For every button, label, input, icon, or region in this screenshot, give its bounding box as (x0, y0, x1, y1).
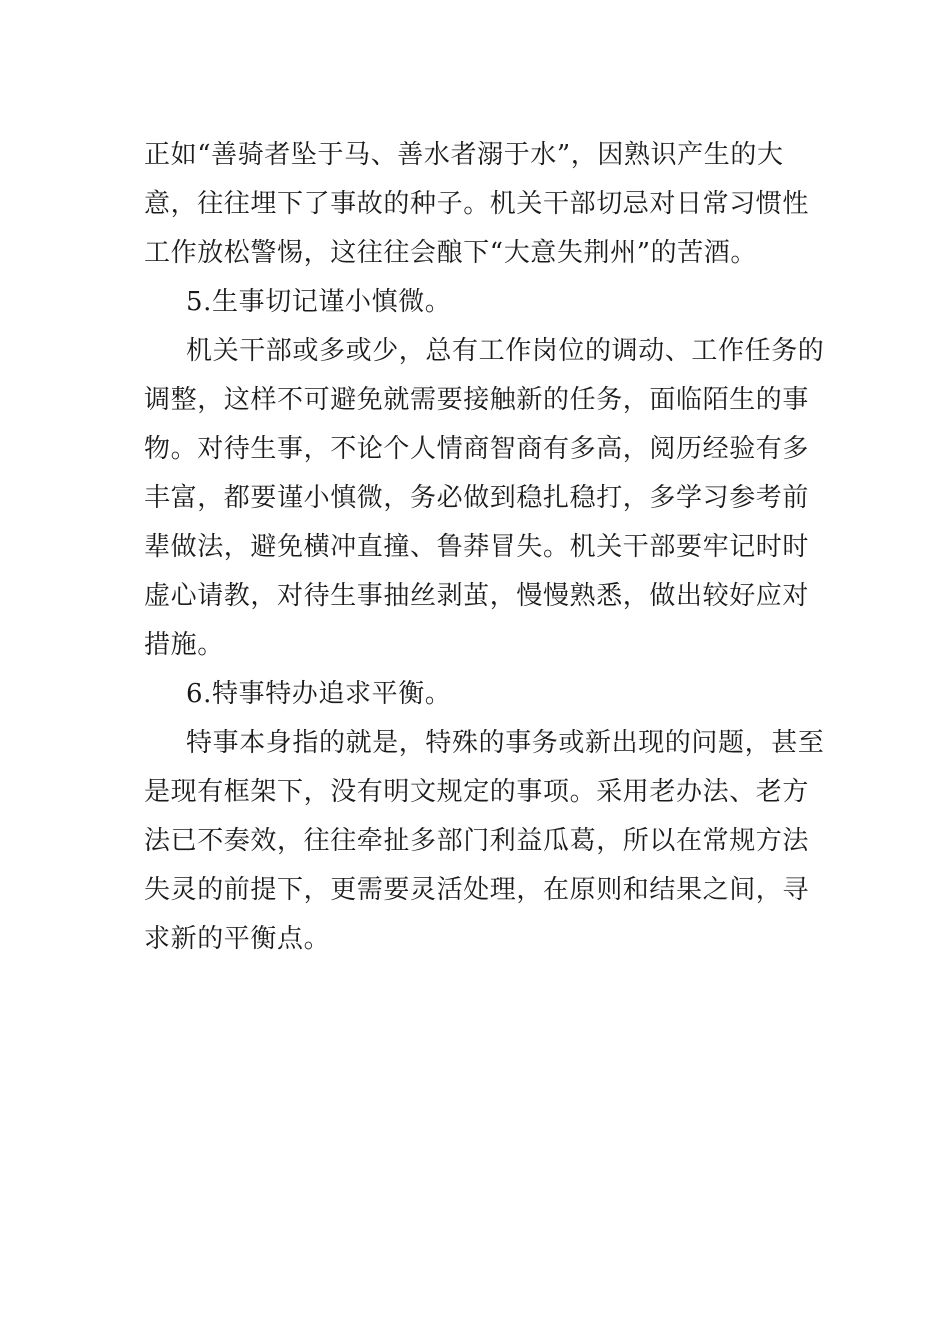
text-line: 正如“善骑者坠于马、善水者溺于水”，因熟识产生的大 (144, 140, 784, 170)
paragraph-section-6 (144, 719, 825, 964)
text-line: 辈做法，避免横冲直撞、鲁莽冒失。机关干部要牢记时时 (144, 532, 810, 562)
text-line: 是现有框架下，没有明文规定的事项。采用老办法、老方 (144, 777, 810, 807)
text-line: 法已不奏效，往往牵扯多部门利益瓜葛，所以在常规方法 (144, 826, 810, 856)
text-line: 意，往往埋下了事故的种子。机关干部切忌对日常习惯性 (144, 189, 810, 219)
section-heading-5: 5.生事切记谨小慎微。 (186, 287, 452, 317)
paragraph-section-5 (144, 327, 825, 670)
text-line: 失灵的前提下，更需要灵活处理，在原则和结果之间，寻 (144, 875, 810, 905)
text-line: 调整，这样不可避免就需要接触新的任务，面临陌生的事 (144, 385, 810, 415)
text-line: 工作放松警惕，这往往会酿下“大意失荆州”的苦酒。 (144, 238, 757, 268)
text-line: 物。对待生事，不论个人情商智商有多高，阅历经验有多 (144, 434, 810, 464)
text-line: 机关干部或多或少，总有工作岗位的调动、工作任务的 (186, 336, 825, 366)
text-line: 虚心请教，对待生事抽丝剥茧，慢慢熟悉，做出较好应对 (144, 581, 810, 611)
section-heading-6: 6.特事特办追求平衡。 (186, 679, 452, 709)
text-line: 求新的平衡点。 (144, 924, 331, 954)
paragraph-intro (144, 131, 808, 278)
text-line: 丰富，都要谨小慎微，务必做到稳扎稳打，多学习参考前 (144, 483, 810, 513)
text-line: 措施。 (144, 630, 224, 660)
document-body (144, 131, 825, 964)
text-line: 特事本身指的就是，特殊的事务或新出现的问题，甚至 (186, 728, 825, 758)
